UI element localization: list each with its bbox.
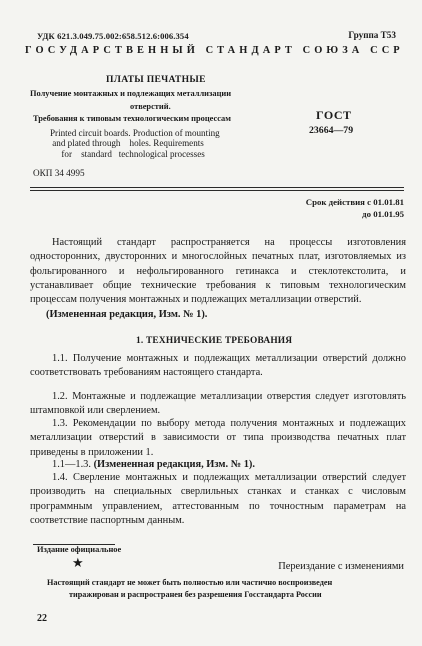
divider-rule-bottom: [30, 190, 404, 191]
gost-number: 23664—79: [309, 125, 354, 136]
edition-label: Издание официальное: [37, 545, 122, 554]
section-title: 1. ТЕХНИЧЕСКИЕ ТРЕБОВАНИЯ: [136, 336, 293, 346]
validity-to: до 01.01.95: [362, 209, 404, 219]
clauses-change-label: (Измененная редакция, Изм. № 1).: [93, 459, 255, 470]
title-ru-line-2: отверстий.: [130, 102, 171, 111]
udk-code: УДК 621.3.049.75.002:658.512.6:006.354: [37, 31, 189, 41]
document-title: ПЛАТЫ ПЕЧАТНЫЕ: [106, 74, 206, 85]
clause-1-2: 1.2. Монтажные и подлежащие металлизации отверстия следует изготовлять штамповкой или сверлением.: [30, 391, 406, 417]
validity-from: Срок действия с 01.01.81: [305, 197, 404, 207]
clause-1-3: 1.3. Рекомендации по выбору метода получения монтажных и подлежащих металлизации отверстий в зависимости от типа производства печатных плат приведены в приложении 1.: [30, 418, 406, 458]
copyright-notice-line-1: Настоящий стандарт не может быть полностью или частично воспроизведен: [47, 578, 333, 587]
gosstandart-heading: ГОСУДАРСТВЕННЫЙ СТАНДАРТ СОЮЗА ССР: [25, 45, 404, 56]
page-number: 22: [37, 613, 47, 624]
clauses-ref: 1.1—1.3.: [52, 459, 91, 470]
title-english: Printed circuit boards. Production of mounting and plated through holes. Requirements for standard technological processes: [50, 128, 220, 159]
gost-label: ГОСТ: [316, 108, 352, 122]
clause-1-1: 1.1. Получение монтажных и подлежащих металлизации отверстий должно соответствовать требованиям настоящего стандарта.: [30, 353, 406, 379]
intro-paragraph: Настоящий стандарт распространяется на процессы изготовления односторонних, двусторонних и многослойных печатных плат, изготовляемых из фольгированного и нефольгированного гетинакса и стеклотекстолита, и устанавливает общие технические требования к типовым технологическим процессам получения монтажных и подлежащих металлизации отверстий.: [30, 237, 406, 306]
title-ru-line-3: Требования к типовым технологическим процессам: [33, 114, 231, 123]
title-ru-line-1: Получение монтажных и подлежащих металлизации: [30, 89, 232, 98]
copyright-notice-line-2: тиражирован и распространен без разрешения Госстандарта России: [69, 590, 322, 599]
okp-code: ОКП 34 4995: [33, 168, 85, 178]
intro-change-note: (Измененная редакция, Изм. № 1).: [46, 309, 208, 320]
clause-1-4: 1.4. Сверление монтажных и подлежащих металлизации отверстий следует производить на специальных сверлильных станках и станках с числовым программным управлением, аттестованным по точностным параметрам на соответствие паспортным данным.: [30, 472, 406, 526]
group-code: Группа Т53: [348, 30, 396, 40]
reprint-label: Переиздание с изменениями: [278, 561, 404, 572]
divider-rule-top: [30, 187, 404, 188]
star-icon: ★: [72, 555, 84, 570]
